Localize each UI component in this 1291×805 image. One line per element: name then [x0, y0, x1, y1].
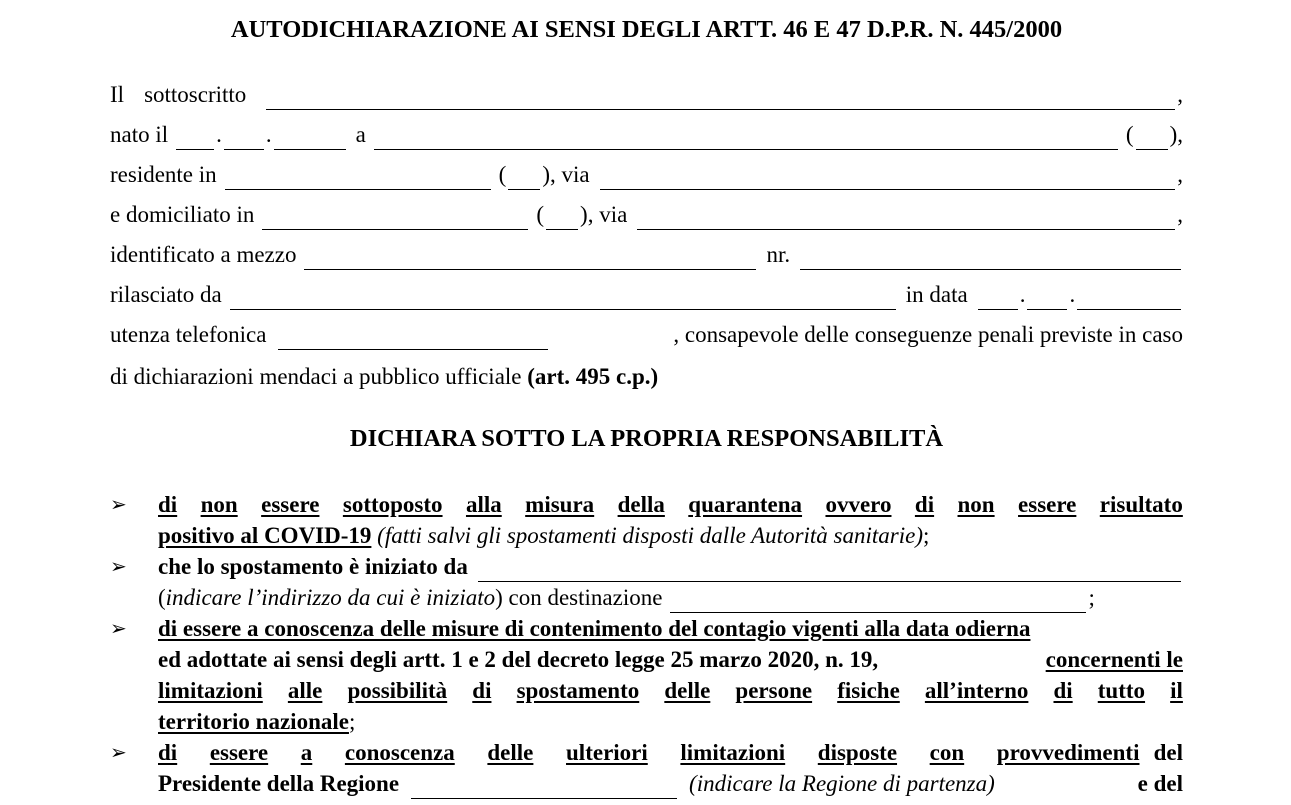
id-document-field[interactable]	[304, 245, 756, 270]
text-word: di	[914, 492, 935, 517]
issue-day-field[interactable]	[978, 285, 1018, 310]
paren: (	[498, 162, 507, 187]
text-indicare-regione: (indicare la Regione di partenza)	[689, 771, 995, 796]
region-field[interactable]	[411, 774, 677, 799]
text-word: non	[200, 492, 238, 517]
label-domiciliato-in: e domiciliato in	[110, 202, 255, 227]
document-page	[110, 0, 1183, 805]
text-ulteriori-limitazioni	[158, 738, 1140, 768]
text-word: quarantena	[688, 492, 803, 517]
text-e-del: e del	[1137, 771, 1183, 796]
text-word: limitazioni	[680, 740, 786, 765]
domicile-city-field[interactable]	[262, 205, 528, 230]
text-word: limitazioni	[158, 678, 263, 703]
text-word: possibilità	[347, 678, 448, 703]
row-rilasciato	[110, 280, 1183, 310]
paren: (	[158, 585, 166, 610]
paren: ),	[1169, 122, 1183, 147]
item-conoscenza-line2	[158, 645, 1183, 675]
label-via: ), via	[580, 202, 628, 227]
text-word: spostamento	[516, 678, 640, 703]
issue-year-field[interactable]	[1077, 285, 1181, 310]
residence-street-field[interactable]	[600, 165, 1176, 190]
date-dot: .	[265, 122, 272, 147]
birth-place-field[interactable]	[374, 125, 1118, 150]
text-word: essere	[261, 492, 320, 517]
birth-day-field[interactable]	[176, 125, 214, 150]
text-word: di	[158, 740, 178, 765]
phone-field[interactable]	[278, 325, 548, 350]
item-conoscenza-line4	[158, 707, 1183, 737]
text-word: provvedimenti	[996, 740, 1140, 765]
text-word: il	[1170, 678, 1183, 703]
text-word: disposte	[817, 740, 898, 765]
punctuation: ,	[1177, 202, 1183, 227]
date-dot: .	[216, 122, 222, 147]
name-field[interactable]	[266, 85, 1175, 110]
label-residente-in: residente in	[110, 162, 217, 187]
domicile-street-field[interactable]	[637, 205, 1175, 230]
text-territorio: territorio nazionale	[158, 709, 349, 734]
bullet-icon: ➢	[110, 742, 127, 764]
paren: (	[536, 202, 545, 227]
text-word: alla	[465, 492, 502, 517]
birth-province-field[interactable]	[1136, 125, 1168, 150]
text-del: del	[1153, 740, 1183, 765]
residence-city-field[interactable]	[225, 165, 491, 190]
text-word: fisiche	[837, 678, 900, 703]
text-positivo-covid: positivo al COVID-19	[158, 523, 372, 548]
punctuation: ,	[1177, 162, 1183, 187]
item-quarantena-line1	[158, 490, 1183, 520]
text-dichiarazioni: di dichiarazioni mendaci a pubblico ufficiale	[110, 364, 528, 389]
birth-year-field[interactable]	[274, 125, 346, 150]
row-telefono	[110, 320, 1183, 350]
text-concernenti: concernenti le	[1045, 647, 1183, 672]
label-identificato: identificato a mezzo	[110, 242, 297, 267]
bullet-icon: ➢	[110, 618, 127, 640]
text-word: della	[617, 492, 665, 517]
section-heading: DICHIARA SOTTO LA PROPRIA RESPONSABILITÀ	[349, 425, 944, 452]
document-title: AUTODICHIARAZIONE AI SENSI DEGLI ARTT. 46 E 47 D.P.R. N. 445/2000	[230, 16, 1063, 43]
text-word: di	[1053, 678, 1073, 703]
text-decreto-legge: ed adottate ai sensi degli artt. 1 e 2 del decreto legge 25 marzo 2020, n. 19,	[158, 647, 884, 672]
text-word: ovvero	[825, 492, 892, 517]
text-word: di	[158, 492, 178, 517]
date-dot: .	[1019, 282, 1026, 307]
row-residente	[110, 160, 1183, 190]
text-consapevole: , consapevole delle conseguenze penali previste in caso	[673, 322, 1183, 347]
paren: (	[1125, 122, 1134, 147]
row-dichiarazioni	[110, 362, 1183, 392]
text-word: tutto	[1097, 678, 1146, 703]
text-art-495: (art. 495 c.p.)	[527, 364, 659, 389]
label-il: Il	[110, 82, 125, 107]
issue-month-field[interactable]	[1027, 285, 1067, 310]
label-in-data: in data	[905, 282, 968, 307]
text-word: non	[957, 492, 995, 517]
text-presidente-regione: Presidente della Regione	[158, 771, 400, 796]
text-word: a	[300, 740, 313, 765]
label-nr: nr.	[766, 242, 791, 267]
label-utenza-telefonica: utenza telefonica	[110, 322, 267, 347]
text-word: delle	[487, 740, 534, 765]
item-spostamento-line2	[158, 583, 1183, 613]
row-nato	[110, 120, 1183, 150]
text-word: misura	[525, 492, 595, 517]
text-word: conoscenza	[344, 740, 455, 765]
text-con-destinazione: ) con destinazione	[495, 585, 663, 610]
text-word: persone	[735, 678, 813, 703]
text-word: all’interno	[924, 678, 1029, 703]
start-address-field[interactable]	[478, 557, 1181, 582]
text-word: risultato	[1099, 492, 1183, 517]
text-indicare-indirizzo: indicare l’indirizzo da cui è iniziato	[165, 585, 496, 610]
label-a: a	[355, 122, 366, 147]
text-word: delle	[664, 678, 711, 703]
bullet-icon: ➢	[110, 556, 127, 578]
row-sottoscritto	[110, 80, 1183, 110]
text-word: essere	[209, 740, 269, 765]
issued-by-field[interactable]	[230, 285, 896, 310]
text-word: sottoposto	[342, 492, 443, 517]
row-domicilio	[110, 200, 1183, 230]
date-dot: .	[1069, 282, 1076, 307]
punctuation: ;	[348, 709, 356, 734]
punctuation: ,	[1177, 82, 1183, 107]
label-nato-il: nato il	[110, 122, 169, 147]
item-conoscenza-line3	[158, 676, 1183, 706]
bullet-icon: ➢	[110, 494, 127, 516]
item-spostamento-line1	[158, 552, 1183, 582]
item-quarantena-line2	[158, 521, 1183, 551]
text-word: con	[929, 740, 965, 765]
text-word: alle	[287, 678, 323, 703]
residence-province-field[interactable]	[508, 165, 540, 190]
id-number-field[interactable]	[800, 245, 1181, 270]
label-rilasciato-da: rilasciato da	[110, 282, 222, 307]
text-fatti-salvi: (fatti salvi gli spostamenti disposti dalle Autorità sanitarie)	[371, 523, 923, 548]
text-word: di	[472, 678, 492, 703]
item-limitazioni-line2	[158, 769, 1183, 799]
text-conoscenza-misure: di essere a conoscenza delle misure di contenimento del contagio vigenti alla data odierna	[158, 616, 1031, 641]
row-identificato	[110, 240, 1183, 270]
item-limitazioni-line1	[158, 738, 1183, 768]
item-conoscenza-line1	[158, 614, 1183, 644]
text-word: essere	[1018, 492, 1077, 517]
birth-month-field[interactable]	[224, 125, 264, 150]
domicile-province-field[interactable]	[546, 205, 578, 230]
punctuation: ;	[1088, 585, 1095, 610]
text-spostamento: che lo spostamento è iniziato da	[158, 554, 468, 579]
text-word: ulteriori	[566, 740, 648, 765]
destination-field[interactable]	[670, 588, 1086, 613]
label-via: ), via	[542, 162, 590, 187]
label-sottoscritto: sottoscritto	[144, 82, 247, 107]
punctuation: ;	[923, 523, 930, 548]
